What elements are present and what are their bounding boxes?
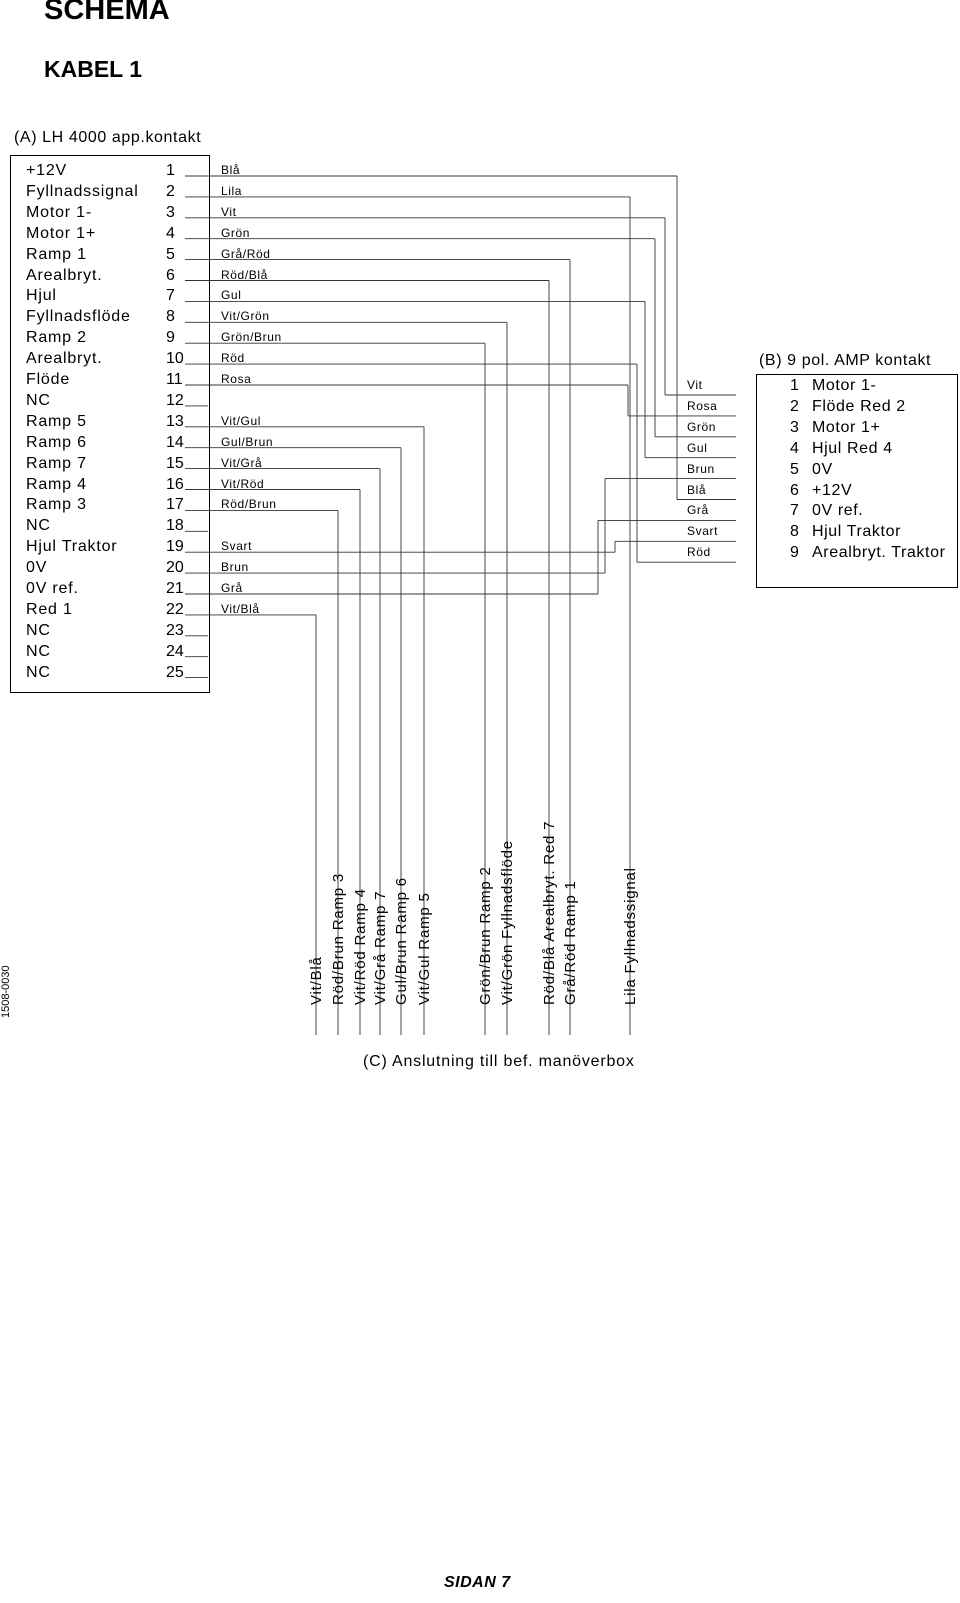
pin-label: Arealbryt.	[26, 350, 103, 368]
pin-number: 1	[166, 162, 175, 179]
pin-number: 1	[790, 377, 799, 394]
wire-color-label: Vit/Blå	[221, 601, 260, 616]
wire-color-label: Gul	[687, 440, 708, 455]
pin-label: Motor 1+	[812, 418, 881, 436]
pin-label: NC	[26, 621, 51, 639]
wire-color-label: Vit/Grön	[221, 309, 270, 324]
pin-label: Motor 1-	[812, 377, 877, 394]
pin-label: Red 1	[26, 600, 73, 618]
wire-color-label: Gul/Brun	[221, 434, 274, 449]
pin-number: 25	[166, 663, 184, 681]
wire-color-label: Grön/Brun	[221, 330, 282, 345]
pin-number: 23	[166, 621, 184, 639]
pin-label: Motor 1-	[26, 203, 92, 221]
pin-number: 24	[166, 642, 184, 660]
pin-label: Hjul Traktor	[26, 538, 118, 556]
wire-color-label: Röd	[687, 545, 711, 560]
pin-number: 3	[166, 203, 175, 221]
wire-label-vertical: Vit/Grön Fyllnadsflöde	[499, 840, 516, 1005]
pin-number: 16	[166, 475, 184, 493]
wire-label-vertical: Vit/Gul Ramp 5	[416, 892, 433, 1005]
pin-number: 10	[166, 350, 184, 368]
pin-number: 17	[166, 496, 184, 514]
pin-label: Ramp 1	[26, 245, 87, 263]
pin-number: 9	[166, 329, 175, 347]
pin-number: 5	[166, 245, 175, 263]
pin-label: Motor 1+	[26, 224, 96, 242]
cable-title: KABEL 1	[44, 56, 142, 82]
wire-color-label: Rosa	[221, 372, 252, 386]
wire-color-label: Vit/Gul	[221, 413, 261, 428]
pin-number: 7	[166, 287, 175, 305]
pin-number: 4	[166, 224, 175, 242]
pin-label: Arealbryt.	[26, 266, 103, 284]
wire-label-vertical: Grön/Brun Ramp 2	[477, 866, 494, 1005]
wire-color-label: Brun	[221, 560, 249, 575]
pin-label: 0V	[812, 460, 833, 478]
wire-color-label: Vit/Grå	[221, 455, 263, 470]
connector-a-title: (A) LH 4000 app.kontakt	[14, 129, 202, 146]
wire-color-label: Grön	[687, 419, 717, 434]
pin-label: Ramp 5	[26, 412, 87, 430]
wire-color-label: Svart	[687, 524, 719, 539]
wire-color-label: Svart	[221, 539, 253, 554]
wire-color-label: Blå	[221, 163, 241, 177]
pin-label: Hjul	[26, 287, 57, 305]
pin-label: Fyllnadsflöde	[26, 308, 131, 326]
pin-label: +12V	[26, 162, 68, 179]
wire-color-label: Blå	[687, 482, 707, 497]
pin-label: NC	[26, 642, 51, 660]
wire-label-vertical: Grå/Röd Ramp 1	[562, 880, 579, 1005]
wire-color-label: Grön	[221, 225, 251, 240]
connector-b-title: (B) 9 pol. AMP kontakt	[759, 352, 932, 369]
wire-color-label: Vit/Röd	[221, 476, 265, 491]
wire-color-label: Vit	[221, 204, 237, 219]
wire-label-vertical: Lila Fyllnadssignal	[622, 867, 639, 1005]
wire-label-vertical: Gul/Brun Ramp 6	[393, 877, 410, 1005]
pin-number: 9	[790, 544, 799, 562]
pin-number: 2	[166, 182, 175, 200]
pin-label: +12V	[812, 481, 853, 499]
pin-number: 21	[166, 580, 184, 597]
wire-color-label: Röd/Brun	[221, 497, 277, 512]
pin-label: Flöde	[26, 371, 71, 388]
pin-label: Hjul Traktor	[812, 523, 901, 541]
wire-color-label: Röd/Blå	[221, 267, 268, 282]
wire-label-vertical: Vit/Grå Ramp 7	[372, 890, 389, 1005]
wire-color-label: Gul	[221, 288, 242, 303]
pin-number: 8	[790, 523, 799, 541]
pin-label: Arealbryt. Traktor	[812, 544, 946, 562]
pin-number: 8	[166, 308, 175, 326]
wire-color-label: Brun	[687, 461, 715, 476]
wire-label-vertical: Vit/Blå	[308, 956, 325, 1005]
pin-number: 18	[166, 517, 184, 535]
wire-color-label: Vit	[687, 378, 703, 392]
pin-label: Ramp 6	[26, 433, 87, 451]
pin-number: 20	[166, 559, 184, 577]
wire-color-label: Rosa	[687, 398, 718, 413]
page-footer: SIDAN 7	[444, 1574, 511, 1591]
pin-label: Hjul Red 4	[812, 439, 893, 457]
pin-number: 12	[166, 391, 184, 409]
pin-number: 6	[790, 481, 799, 499]
pin-label: Fyllnadssignal	[26, 182, 139, 200]
wire-color-label: Röd	[221, 351, 245, 366]
page-title: SCHEMA	[44, 0, 170, 26]
wire-color-label: Grå/Röd	[221, 246, 271, 261]
pin-number: 4	[790, 439, 799, 457]
pin-label: 0V ref.	[26, 580, 79, 597]
pin-number: 13	[166, 412, 184, 430]
pin-label: Ramp 2	[26, 329, 87, 347]
wire-color-label: Lila	[221, 183, 243, 198]
pin-number: 2	[790, 397, 799, 415]
pin-number: 5	[790, 460, 799, 478]
pin-number: 6	[166, 266, 175, 284]
document-number: 1508-0030	[0, 965, 12, 1018]
pin-number: 7	[790, 502, 799, 520]
pin-label: 0V	[26, 559, 48, 577]
pin-number: 19	[166, 538, 184, 556]
wire-color-label: Grå	[687, 503, 709, 518]
wire-label-vertical: Vit/Röd Ramp 4	[352, 888, 369, 1005]
pin-label: NC	[26, 517, 51, 535]
pin-label: NC	[26, 663, 51, 681]
pin-label: Flöde Red 2	[812, 397, 906, 415]
wire-label-vertical: Röd/Brun Ramp 3	[330, 872, 347, 1005]
pin-label: Ramp 4	[26, 475, 87, 493]
pin-label: 0V ref.	[812, 502, 864, 520]
wire-color-label: Grå	[221, 581, 243, 595]
wire-label-vertical: Röd/Blå Arealbryt. Red 7	[541, 820, 558, 1005]
pin-number: 22	[166, 600, 184, 618]
pin-number: 14	[166, 433, 184, 451]
pin-label: Ramp 7	[26, 454, 87, 472]
pin-number: 3	[790, 418, 799, 436]
pin-number: 15	[166, 454, 184, 472]
pin-label: Ramp 3	[26, 496, 87, 514]
connector-c-title: (C) Anslutning till bef. manöverbox	[363, 1053, 635, 1070]
pin-label: NC	[26, 391, 51, 409]
pin-number: 11	[166, 371, 183, 388]
